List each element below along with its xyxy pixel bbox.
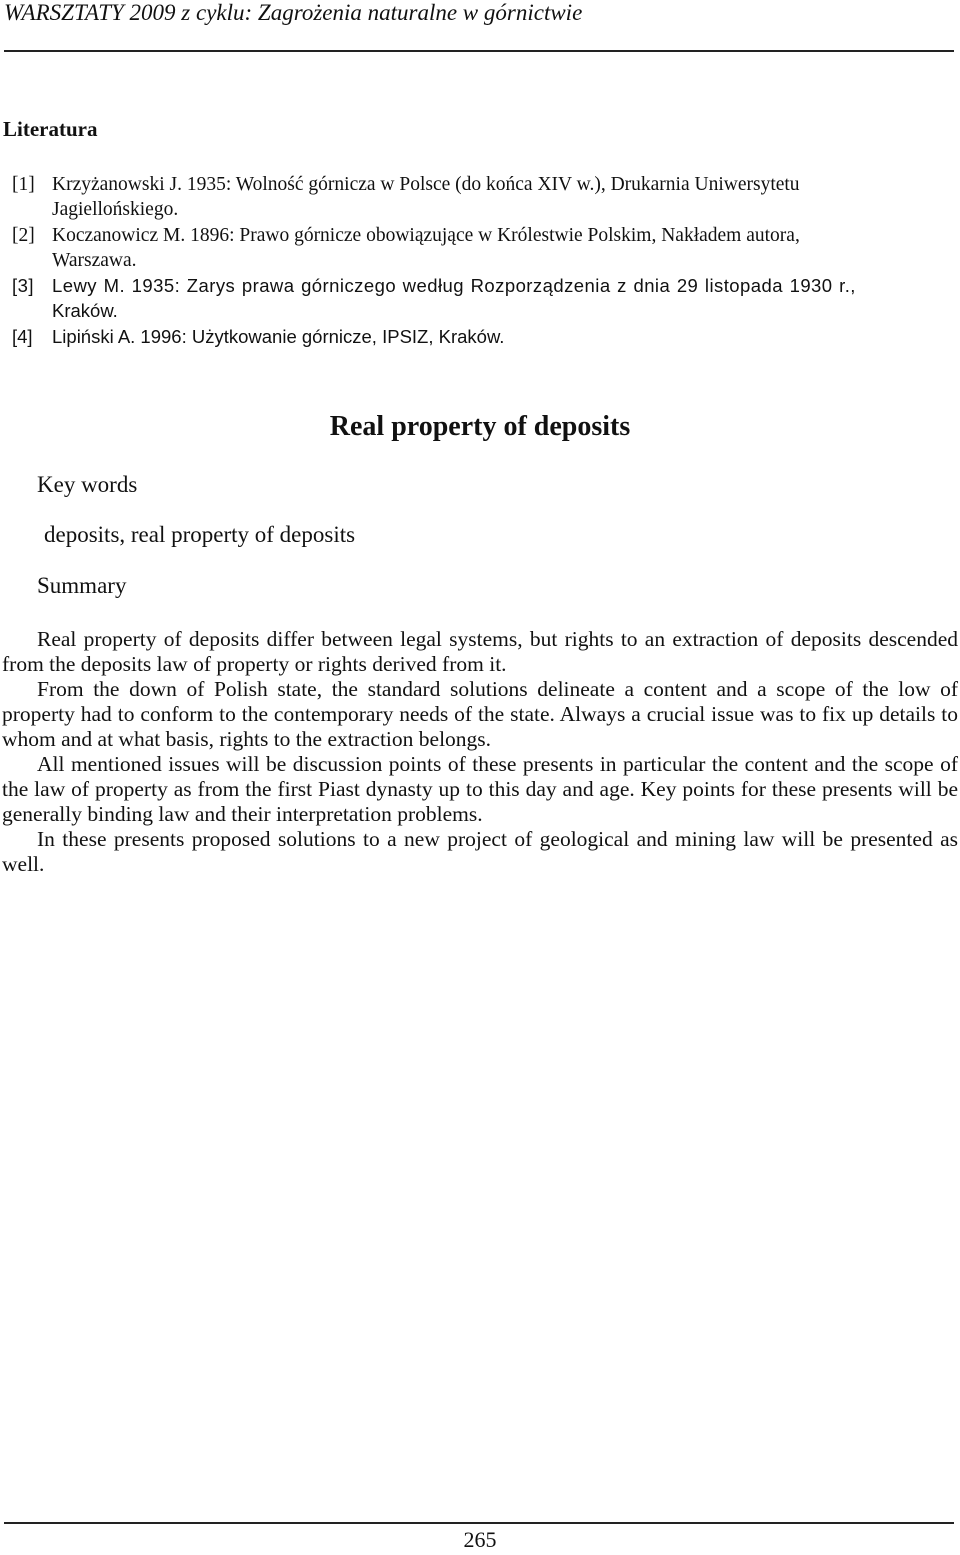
keywords-text: deposits, real property of deposits [44, 522, 356, 547]
summary-paragraph: All mentioned issues will be discussion points of these presents in particular the content and the scope of the law of property as from the first Piast dynasty up to this day and age. Key points for these presents will be generally binding law and their interpretation problems. [2, 752, 958, 826]
running-title: WARSZTATY 2009 z cyklu: Zagrożenia naturalne w górnictwie [4, 0, 583, 25]
reference-text: Koczanowicz M. 1896: Prawo górnicze obowiązujące w Królestwie Polskim, Nakładem autora, [52, 225, 800, 246]
reference-text-continued: Kraków. [52, 300, 118, 321]
summary-paragraph: Real property of deposits differ between legal systems, but rights to an extraction of deposits descended from the deposits law of property or rights derived from it. [2, 627, 958, 676]
reference-text: Krzyżanowski J. 1935: Wolność górnicza w Polsce (do końca XIV w.), Drukarnia Uniwersytetu [52, 174, 800, 195]
reference-text-continued: Jagiellońskiego. [52, 199, 179, 220]
reference-number: [3] [12, 275, 34, 296]
reference-text: Lewy M. 1935: Zarys prawa górniczego według Rozporządzenia z dnia 29 listopada 1930 r., [52, 275, 856, 296]
reference-item [12, 173, 800, 197]
reference-text-continued: Warszawa. [52, 250, 137, 271]
reference-number: [4] [12, 326, 33, 347]
reference-text: Lipiński A. 1996: Użytkowanie górnicze, IPSIZ, Kraków. [52, 326, 505, 347]
reference-item [12, 224, 800, 248]
summary-body [2, 627, 958, 877]
reference-item [12, 325, 504, 349]
footer-rule [4, 1522, 954, 1524]
keywords-label: Key words [37, 472, 138, 497]
summary-label: Summary [37, 573, 127, 598]
article-title: Real property of deposits [329, 411, 631, 442]
reference-item [12, 274, 856, 298]
running-header [4, 0, 954, 52]
reference-number: [2] [12, 225, 35, 246]
reference-number: [1] [12, 174, 35, 195]
summary-paragraph: In these presents proposed solutions to a new project of geological and mining law will be presented as well. [2, 827, 958, 876]
page-number: 265 [463, 1527, 497, 1552]
literature-heading: Literatura [3, 117, 98, 141]
summary-paragraph: From the down of Polish state, the standard solutions delineate a content and a scope of the low of property had to conform to the contemporary needs of the state. Always a crucial issue was to fix up details to whom and at what basis, rights to the extraction belongs. [2, 677, 958, 751]
